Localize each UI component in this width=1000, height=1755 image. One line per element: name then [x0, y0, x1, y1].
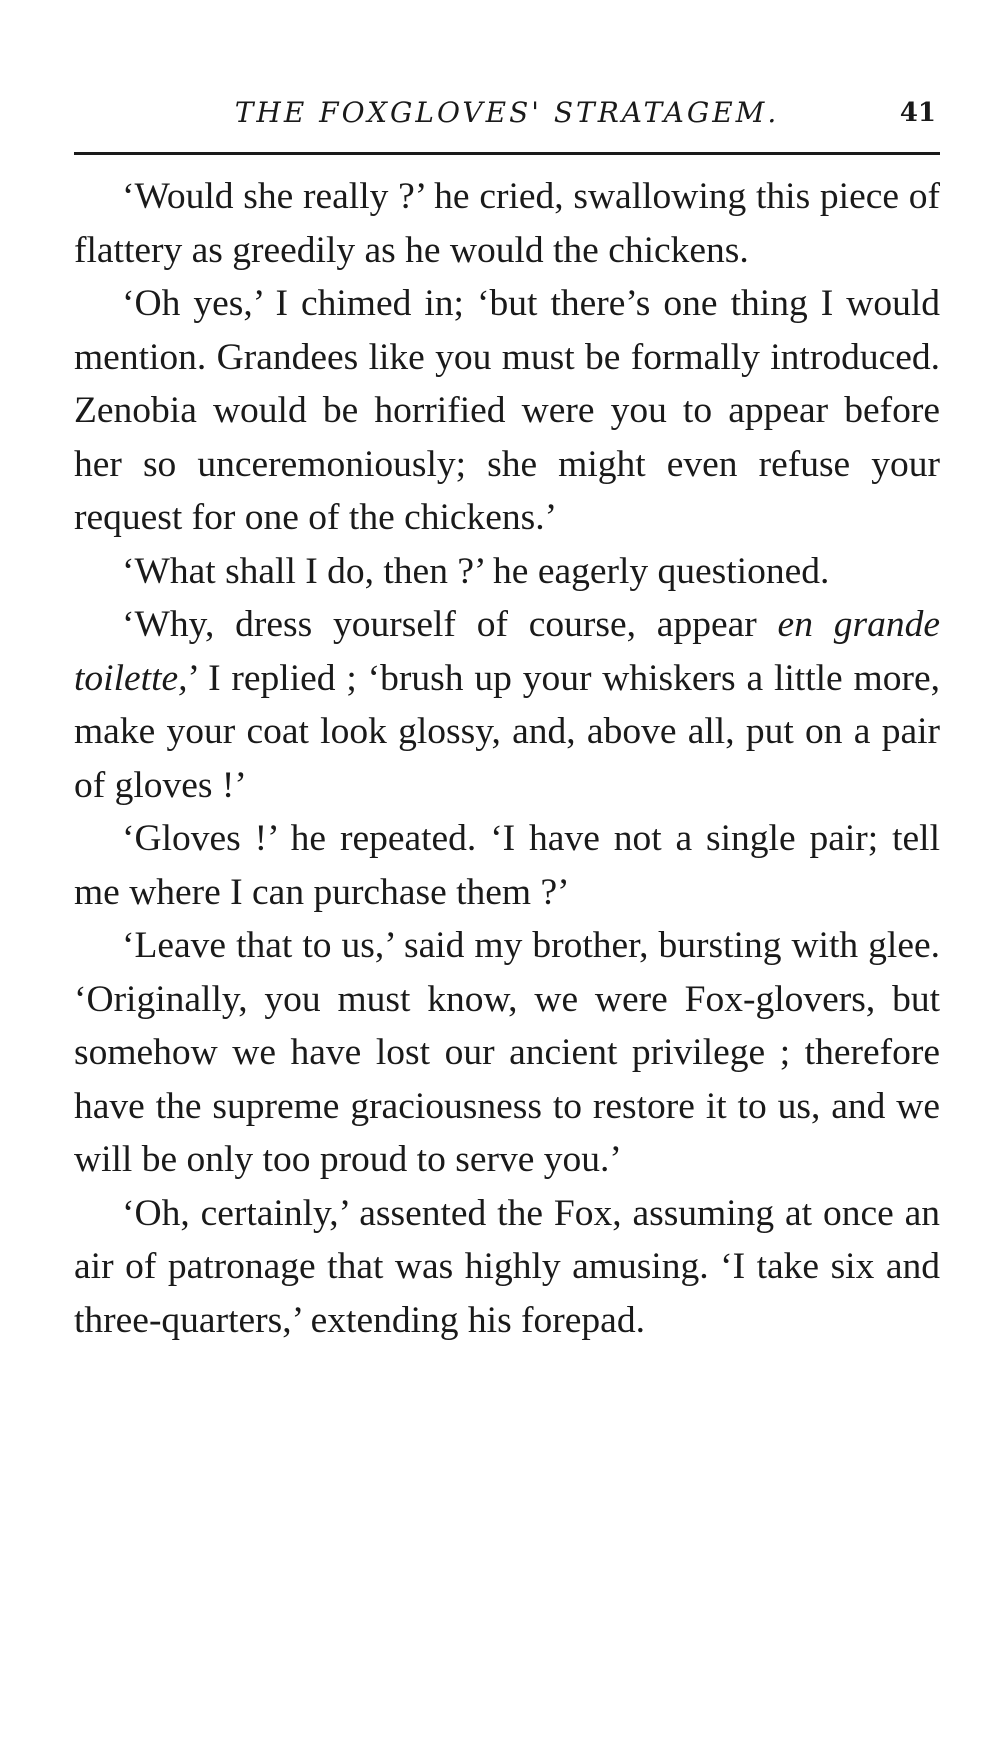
paragraph-4 [74, 598, 940, 812]
page-number: 41 [899, 98, 936, 128]
paragraph-1: ‘Would she really ?’ he cried, swallowing this piece of flattery as greedily as he would the chickens. [74, 176, 940, 271]
paragraph-2: ‘Oh yes,’ I chimed in; ‘but there’s one thing I would mention. Grandees like you must be formally introduced. Zenobia would be horrified were you to appear before her so unceremoniously; she might even refuse your request for one of the chickens.’ [74, 283, 940, 538]
paragraph-4-italic: en grande toilette, [74, 604, 940, 699]
body-text [74, 170, 940, 1347]
running-title: THE FOXGLOVES' STRATAGEM. [234, 96, 780, 129]
header-rule [74, 152, 940, 155]
paragraph-3: ‘What shall I do, then ?’ he eagerly questioned. [122, 550, 830, 592]
paragraph-5: ‘Gloves !’ he repeated. ‘I have not a single pair; tell me where I can purchase them ?’ [74, 818, 940, 913]
paragraph-7: ‘Oh, certainly,’ assented the Fox, assuming at once an air of patronage that was highly amusing. ‘I take six and three-quarters,’ extending his forepad. [74, 1192, 940, 1341]
paragraph-4-end: ’ I replied ; ‘brush up your whiskers a little more, make your coat look glossy, and, above all, put on a pair of gloves !’ [74, 657, 940, 806]
paragraph-6: ‘Leave that to us,’ said my brother, bursting with glee. ‘Originally, you must know, we were Fox-glovers, but somehow we have lost our ancient privilege ; therefore have the supreme graciousness to restore it to us, and we will be only too proud to serve you.’ [74, 925, 940, 1180]
running-head [74, 94, 940, 144]
paragraph-4-start: ‘Why, dress yourself of course, appear [122, 604, 778, 645]
